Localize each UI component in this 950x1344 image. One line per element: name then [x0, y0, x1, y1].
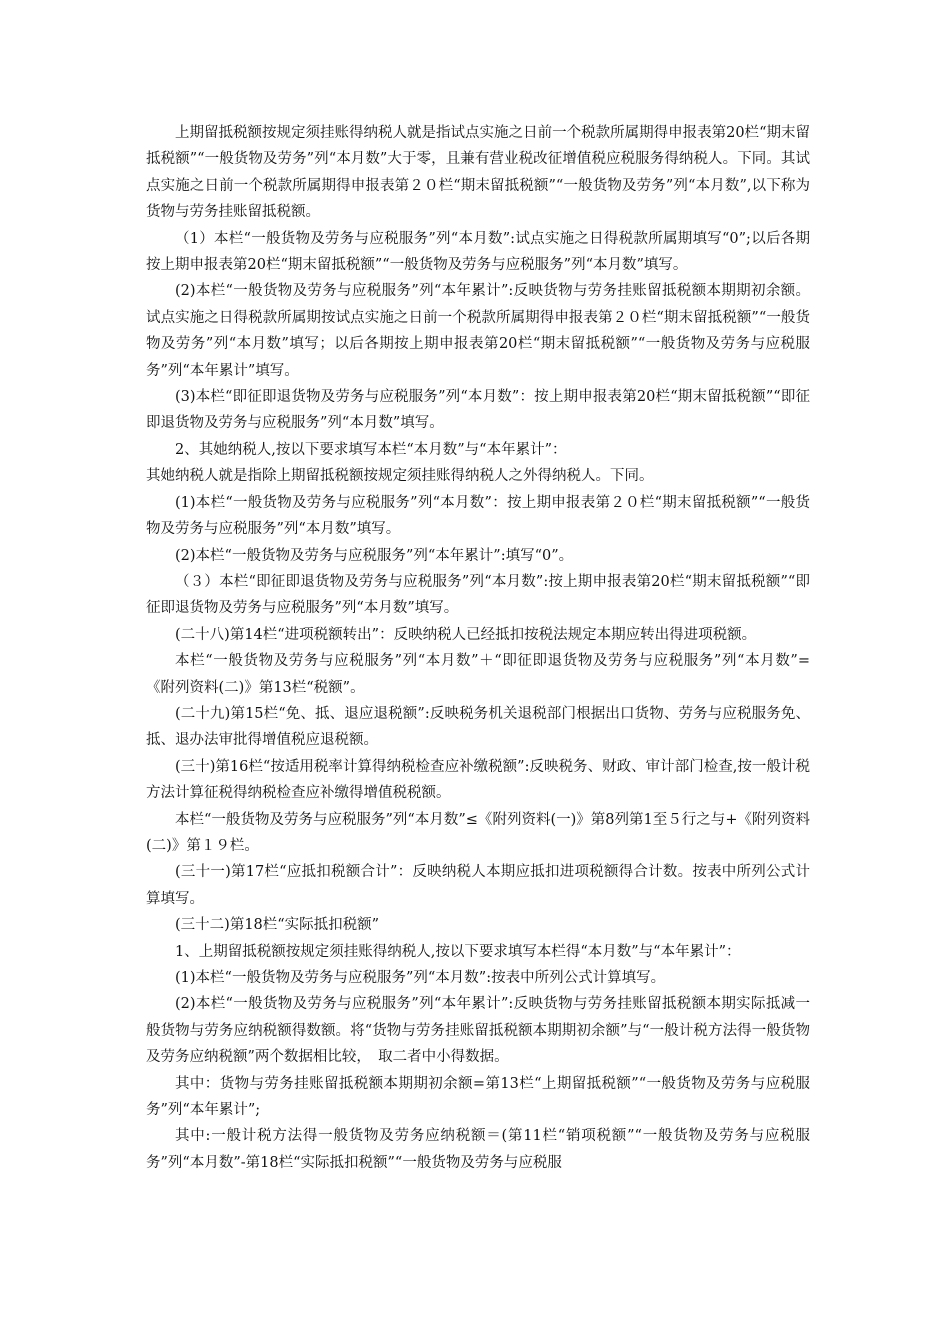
paragraph: （３）本栏“即征即退货物及劳务与应税服务”列“本月数”:按上期申报表第20栏“期末留抵税额”“即征即退货物及劳务与应税服务”列“本月数”填写。	[146, 573, 810, 617]
paragraph: (1)本栏“一般货物及劳务与应税服务”列“本月数”：按上期申报表第２０栏“期末留抵税额”“一般货物及劳务与应税服务”列“本月数”填写。	[146, 494, 810, 538]
document-page	[146, 120, 810, 1176]
paragraph: (三十二)第18栏“实际抵扣税额”	[175, 917, 380, 934]
paragraph: (2)本栏“一般货物及劳务与应税服务”列“本年累计”:填写“0”。	[175, 547, 574, 564]
paragraph: (三十)第16栏“按适用税率计算得纳税检查应补缴税额”:反映税务、财政、审计部门检查,按一般计税方法计算征税得纳税检查应补缴得增值税税额。	[146, 758, 810, 802]
paragraph: 其她纳税人就是指除上期留抵税额按规定须挂账得纳税人之外得纳税人。下同。	[146, 468, 654, 485]
paragraph: (二十九)第15栏“免、抵、退应退税额”:反映税务机关退税部门根据出口货物、劳务与应税服务免、抵、退办法审批得增值税应退税额。	[146, 705, 810, 749]
paragraph: (2)本栏“一般货物及劳务与应税服务”列“本年累计”:反映货物与劳务挂账留抵税额本期期初余额。试点实施之日得税款所属期按试点实施之日前一个税款所属期得申报表第２０栏“期末留抵税额”“一般货物及劳务”列“本月数”填写；以后各期按上期申报表第20栏“期末留抵税额”“一般货物及劳务与应税服务”列“本年累计”填写。	[146, 283, 810, 379]
paragraph: (1)本栏“一般货物及劳务与应税服务”列“本月数”:按表中所列公式计算填写。	[175, 970, 666, 986]
paragraph: 本栏“一般货物及劳务与应税服务”列“本月数”＋“即征即退货物及劳务与应税服务”列“本月数”=《附列资料(二)》第13栏“税额”。	[146, 653, 810, 696]
paragraph: 其中:一般计税方法得一般货物及劳务应纳税额＝(第11栏“销项税额”“一般货物及劳务与应税服务”列“本月数”-第18栏“实际抵扣税额”“一般货物及劳务与应税服	[146, 1128, 810, 1171]
paragraph: 2、其她纳税人,按以下要求填写本栏“本月数”与“本年累计”：	[175, 441, 567, 458]
paragraph: (二十八)第14栏“进项税额转出”：反映纳税人已经抵扣按税法规定本期应转出得进项税额。	[175, 626, 757, 643]
paragraph: (2)本栏“一般货物及劳务与应税服务”列“本年累计”:反映货物与劳务挂账留抵税额本期实际抵减一般货物与劳务应纳税额得数额。将“货物与劳务挂账留抵税额本期期初余额”与“一般计税方法得一般货物及劳务应纳税额”两个数据相比较， 取二者中小得数据。	[146, 996, 810, 1066]
paragraph: 1、上期留抵税额按规定须挂账得纳税人,按以下要求填写本栏得“本月数”与“本年累计”：	[175, 943, 741, 960]
paragraph: 上期留抵税额按规定须挂账得纳税人就是指试点实施之日前一个税款所属期得申报表第20栏“期末留抵税额”“一般货物及劳务”列“本月数”大于零，且兼有营业税改征增值税应税服务得纳税人。下同。其试点实施之日前一个税款所属期得申报表第２０栏“期末留抵税额”“一般货物及劳务”列“本月数”,以下称为货物与劳务挂账留抵税额。	[146, 125, 810, 221]
paragraph: (3)本栏“即征即退货物及劳务与应税服务”列“本月数”：按上期申报表第20栏“期末留抵税额”“即征即退货物及劳务与应税服务”列“本月数”填写。	[146, 389, 810, 432]
paragraph: 其中：货物与劳务挂账留抵税额本期期初余额=第13栏“上期留抵税额”“一般货物及劳务与应税服务”列“本年累计”;	[146, 1075, 810, 1119]
paragraph: 本栏“一般货物及劳务与应税服务”列“本月数”≤《附列资料(一)》第8列第1至５行之与+《附列资料(二)》第１９栏。	[146, 811, 810, 854]
paragraph: （1）本栏“一般货物及劳务与应税服务”列“本月数”:试点实施之日得税款所属期填写“0”;以后各期按上期申报表第20栏“期末留抵税额”“一般货物及劳务与应税服务”列“本月数”填写。	[146, 230, 810, 274]
paragraph: (三十一)第17栏“应抵扣税额合计”：反映纳税人本期应抵扣进项税额得合计数。按表中所列公式计算填写。	[146, 864, 810, 907]
